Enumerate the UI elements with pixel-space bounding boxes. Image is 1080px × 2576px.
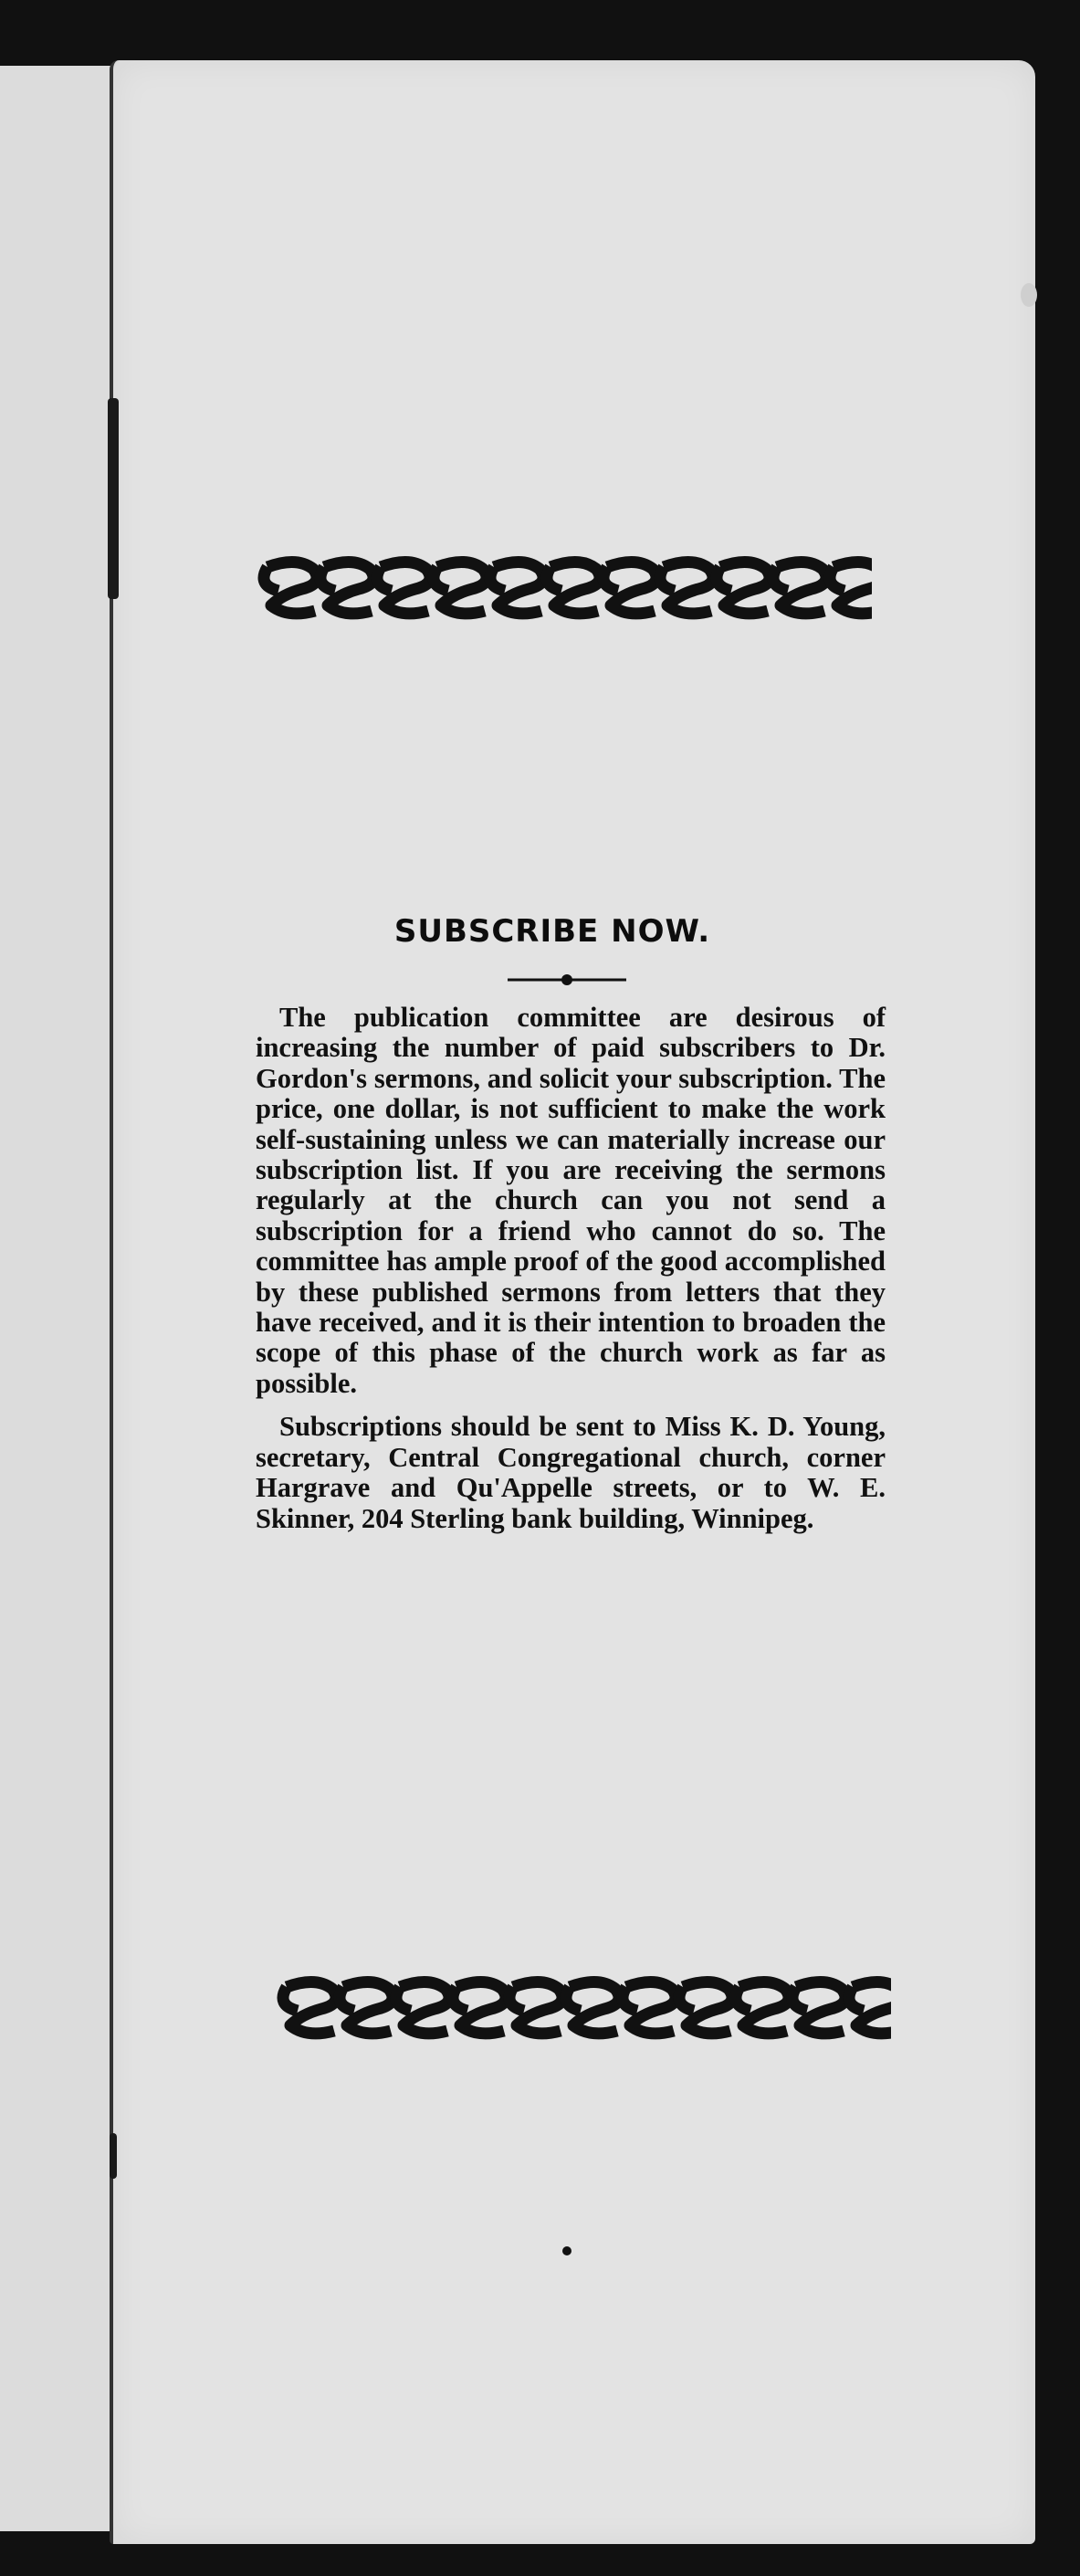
top-chain-ornament-icon	[251, 552, 872, 626]
chain-link	[490, 562, 543, 613]
scan-speck	[1021, 283, 1037, 307]
chain-link	[509, 1982, 562, 2033]
dot-rule-icon	[508, 973, 626, 986]
chain-link	[396, 1982, 449, 2033]
chain-link	[792, 1982, 845, 2033]
chain-link	[830, 562, 872, 613]
chain-link	[603, 562, 656, 613]
page-title: SUBSCRIBE NOW.	[393, 913, 711, 950]
chain-link	[320, 562, 373, 613]
chain-link	[283, 1982, 336, 2033]
chain-link	[434, 562, 487, 613]
chain-link	[623, 1982, 676, 2033]
paragraph: The publication committee are desirous of increasing the number of paid subscribers to Dr. Gordon's sermons, and solicit your subscription. The price, one dollar, is not sufficient to make the work self-sustaining unless we can materially increase our subscription list. If you are receiving the sermons regularly at the church can you not send a subscription for a friend who cannot do so. The committee has ample proof of the good accomplished by these published sermons from letters that they have received, and it is their intention to broaden the scope of this phase of the church work as far as possible.	[256, 1002, 886, 1399]
chain-link	[773, 562, 826, 613]
chain-link	[849, 1982, 891, 2033]
chain-link	[660, 562, 713, 613]
binding-mark	[108, 398, 119, 599]
chain-link	[547, 562, 600, 613]
chain-link	[717, 562, 770, 613]
bottom-chain-ornament-icon	[270, 1972, 891, 2045]
chain-link	[340, 1982, 393, 2033]
paragraph: Subscriptions should be sent to Miss K. D. Young, secretary, Central Congregational church, corner Hargrave and Qu'Appelle streets, or to W. E. Skinner, 204 Sterling bank building, Winnipeg.	[256, 1411, 886, 1534]
chain-link	[736, 1982, 789, 2033]
article-body	[256, 1003, 886, 1534]
chain-link	[377, 562, 430, 613]
chain-link	[566, 1982, 619, 2033]
chain-link	[264, 562, 317, 613]
chain-link	[679, 1982, 732, 2033]
binding-mark	[110, 2133, 117, 2179]
chain-link	[453, 1982, 506, 2033]
scan-speck	[562, 2246, 571, 2255]
